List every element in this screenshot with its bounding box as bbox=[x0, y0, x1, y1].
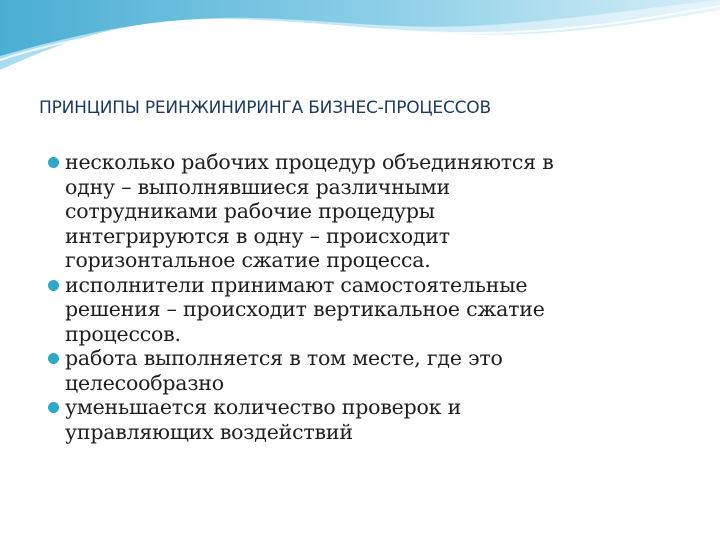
bullet-line: процессов. bbox=[65, 321, 181, 346]
bullet-dot-icon bbox=[48, 402, 59, 413]
bullet-line: управляющих воздействий bbox=[65, 419, 353, 444]
bullet-item bbox=[46, 273, 666, 347]
bullet-line: работа выполняется в том месте, где это bbox=[65, 346, 503, 370]
header-wave-decoration bbox=[0, 0, 720, 90]
bullet-item bbox=[46, 150, 666, 273]
bullet-line: уменьшается количество проверок и bbox=[65, 395, 462, 419]
bullet-item bbox=[46, 346, 666, 395]
slide-title: ПРИНЦИПЫ РЕИНЖИНИРИНГА БИЗНЕС-ПРОЦЕССОВ bbox=[39, 98, 491, 118]
bullet-line: интегрируются в одну – происходит bbox=[65, 223, 450, 248]
bullet-line: исполнители принимают самостоятельные bbox=[65, 272, 528, 297]
bullet-line: одну – выполнявшиеся различными bbox=[65, 174, 450, 199]
bullet-item bbox=[46, 395, 666, 444]
bullet-line: сотрудниками рабочие процедуры bbox=[65, 199, 435, 223]
bullet-list bbox=[46, 150, 666, 444]
bullet-dot-icon bbox=[48, 157, 59, 168]
bullet-line: решения – происходит вертикальное сжатие bbox=[65, 297, 545, 321]
bullet-line: целесообразно bbox=[65, 370, 224, 395]
bullet-line: несколько рабочих процедур объединяются в bbox=[65, 150, 554, 174]
bullet-line: горизонтальное сжатие процесса. bbox=[65, 248, 431, 272]
bullet-dot-icon bbox=[48, 353, 59, 364]
bullet-dot-icon bbox=[48, 280, 59, 291]
